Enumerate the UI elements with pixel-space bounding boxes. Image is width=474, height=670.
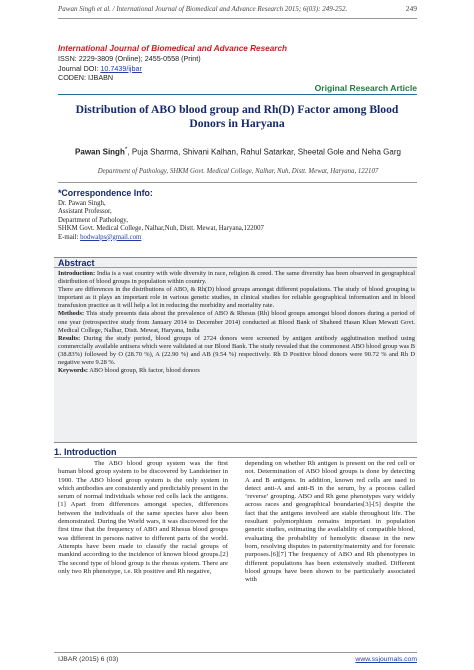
correspondence-heading: *Correspondence Info:: [58, 188, 153, 198]
abstract-methods-text: This study presents data about the prevalence of ABO & Rhesus (Rh) blood groups amongst blood donors during a period of one year (retrospective study from January 2014 to December 2014) conducted at Blood Bank of Shaheed Hasan Khan Mewati Govt. Medical College, Nalhar, Distt. Mewat, Haryana, India: [58, 310, 415, 334]
email-label: E-mail:: [58, 233, 81, 241]
introduction-right-column: depending on whether Rh antigen is present on the red cell or not. Determination of ABO blood groups is done by detecting A and B antigens. In addition, known red cells are used to detect anti-A and anti-B in the serum, by a process called ‘reverse’ grouping. ABO and Rh gene phenotypes vary widely across races and geographical boundaries[3]-[5] despite the fact that the antigens involved are stable throughout life. The resultant polymorphism remains important in population genetic studies, estimating the availability of compatible blood, evaluating the probability of hemolytic disease in the new born, resolving disputes in paternity/maternity and for forensic purposes.[6][7] The frequency of ABO and Rh phenotypes in different populations has been extensively studied. Different blood groups have been shown to be particularly associated with: [245, 460, 415, 584]
introduction-left-column: The ABO blood group system was the first human blood group system to be discovered by Landsteiner in 1900. The ABO blood group system is the only system in which antibodies are consistently and predictably present in the serum of normal individuals whose red cells lack the antigens.[1] Apart from differences amongst species, differences between the individuals of the same species have also been demonstrated. During the World wars, it was discovered for the first time that the frequency of ABO and Rhesus blood groups was different in persons native to different parts of the world. Attempts have been made to classify the racial groups of mankind according to the incidence of known blood groups.[2] The second type of blood group is the rhesus system. There are only two Rh phenotype, i.e. Rh positive and Rh negative,: [58, 460, 228, 575]
affiliation: Department of Pathology, SHKM Govt. Medical College, Nalhar, Nuh, Distt. Mewat, Haryana, 122107: [97, 168, 379, 175]
abstract-introduction-text: India is a vast country with wide diversity in race, religion & creed. The same diversity has been observed in geographical distribution of blood groups in population within country.: [58, 270, 415, 286]
abstract-results-label: Results:: [58, 334, 81, 342]
co-authors: , Puja Sharma, Shivani Kalhan, Rahul Satarkar, Sheetal Gole and Neha Garg: [127, 147, 401, 157]
abstract-body: [58, 270, 415, 375]
journal-issn: ISSN: 2229-3809 (Online); 2455-0558 (Print): [58, 54, 201, 63]
corresponding-mark: *: [124, 146, 128, 153]
abstract-keywords-label: Keywords:: [58, 367, 89, 375]
doi-label: Journal DOI:: [58, 63, 101, 73]
affiliation-divider: [58, 182, 417, 183]
footer-website-link[interactable]: www.ssjournals.com: [355, 656, 417, 663]
footer-citation: IJBAR (2015) 6 (03): [58, 656, 119, 663]
abstract-heading: Abstract: [58, 258, 95, 268]
abstract-introduction: [58, 270, 415, 286]
running-head: Pawan Singh et al. / International Journal of Biomedical and Advance Research 2015; 6(03): 249-252.: [58, 5, 348, 13]
email-link[interactable]: bodwalps@gmail.com: [80, 233, 142, 241]
article-title: Distribution of ABO blood group and Rh(D) Factor among Blood Donors in Haryana: [75, 103, 399, 130]
abstract-results: [58, 335, 415, 367]
article-type-label: Original Research Article: [314, 83, 417, 93]
abstract-divider: [54, 267, 417, 268]
abstract-keywords-text: ABO blood group, Rh factor, blood donors: [88, 367, 200, 375]
journal-info: [58, 44, 358, 83]
correspondence-line: Dr. Pawan Singh,: [58, 200, 106, 207]
introduction-heading: 1. Introduction: [54, 447, 117, 457]
journal-divider: [58, 94, 417, 95]
abstract-methods-label: Methods:: [58, 310, 85, 318]
doi-link[interactable]: 10.7439/ijbar: [100, 63, 142, 73]
abstract-methods: [58, 310, 415, 334]
correspondence-line: Assistant Professor,: [58, 208, 112, 216]
page-number: 249: [405, 4, 417, 13]
journal-name: International Journal of Biomedical and Advance Research: [58, 44, 288, 53]
abstract-results-text: During the study period, blood groups of 2724 donors were screened by antigen antibody agglutination method using commercially available antisera which were validated at our Blood Bank. The study revealed that the commonest ABO blood group was B (38.83%) followed by O (28.70 %), A (22.90 %) and AB (9.54 %) respectively. Rh D Positive blood donors were 90.72 % and Rh D negative were 9.28 %.: [58, 334, 415, 367]
correspondence-email-line: [58, 234, 358, 242]
lead-author: Pawan Singh: [75, 147, 125, 157]
journal-doi: [58, 64, 358, 74]
introduction-divider: [54, 457, 417, 458]
journal-coden: CODEN: IJBABN: [58, 73, 114, 82]
abstract-introduction-cont: There are differences in the distributions of ABO, & Rh(D) blood groups amongst different populations. The study of blood grouping is important as it plays an important role in various genetic studies, in clinical studies for reliable geographical information and in blood transfusion practice as it will help a lot in reducing the morbidity and mortality rate.: [58, 286, 415, 310]
header-divider: [58, 18, 417, 19]
abstract-keywords: [58, 367, 415, 375]
correspondence-details: [58, 200, 358, 242]
footer-divider: [54, 652, 417, 653]
correspondence-line: SHKM Govt. Medical College, Nalhar,Nuh, Distt. Mewat, Haryana,122007: [58, 225, 264, 233]
correspondence-line: Department of Pathology,: [58, 216, 128, 224]
author-list: [58, 146, 418, 157]
abstract-introduction-label: Introduction:: [58, 270, 96, 277]
